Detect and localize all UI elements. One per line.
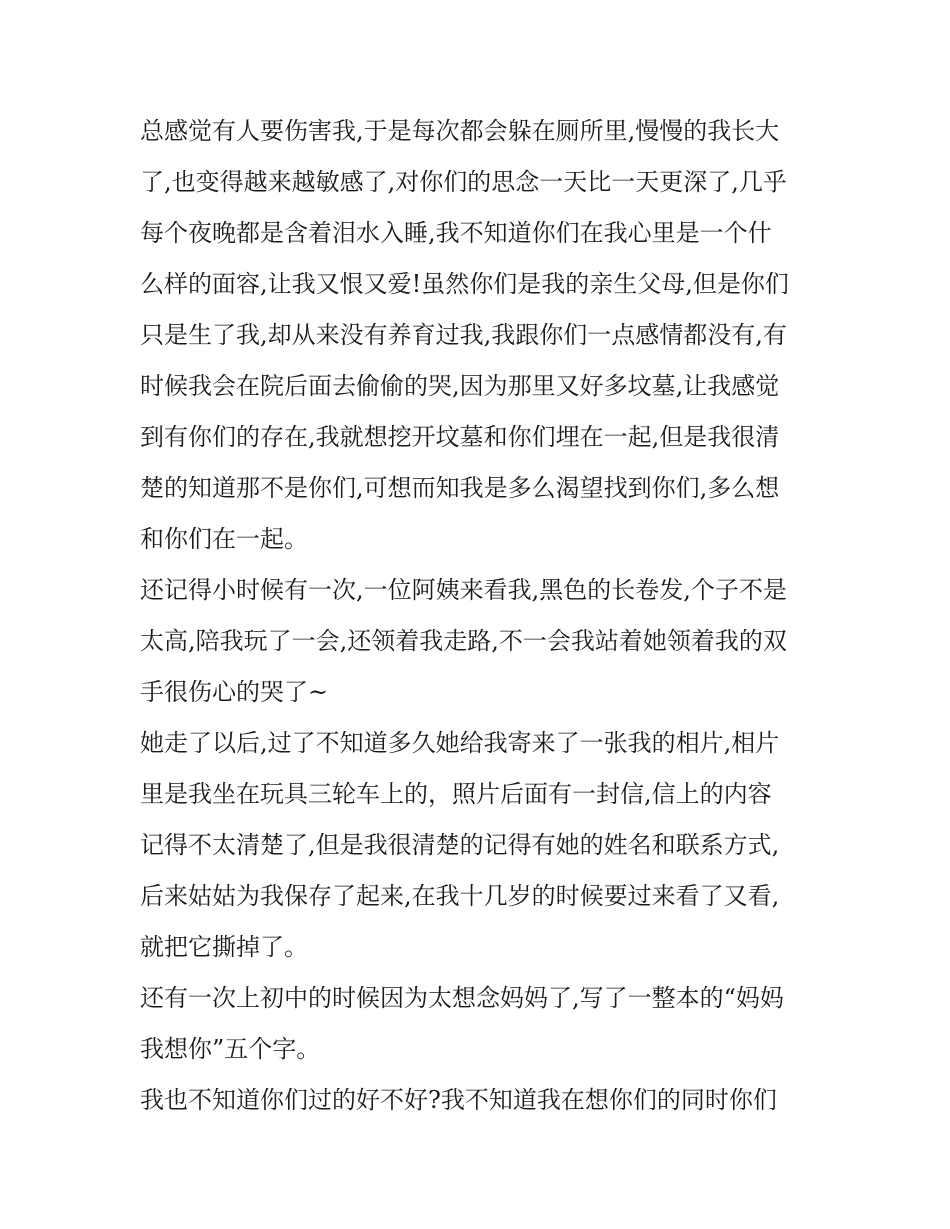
- text-line: 每个夜晚都是含着泪水入睡,我不知道你们在我心里是一个什: [140, 219, 772, 247]
- text-line: 和你们在一起。: [140, 525, 308, 553]
- text-line: 她走了以后,过了不知道多久她给我寄来了一张我的相片,相片: [140, 729, 780, 757]
- text-line: 只是生了我,却从来没有养育过我,我跟你们一点感情都没有,有: [140, 321, 787, 349]
- text-line: 手很伤心的哭了~: [140, 678, 329, 706]
- text-line: 到有你们的存在,我就想挖开坟墓和你们埋在一起,但是我很清: [140, 423, 780, 451]
- document-body: [140, 106, 810, 1126]
- text-line: 还有一次上初中的时候因为太想念妈妈了,写了一整本的“妈妈: [140, 984, 784, 1012]
- text-line: 我也不知道你们过的好不好?我不知道我在想你们的同时你们: [140, 1086, 777, 1114]
- text-line: 时候我会在院后面去偷偷的哭,因为那里又好多坟墓,让我感觉: [140, 372, 780, 400]
- text-line: 就把它撕掉了。: [140, 933, 308, 961]
- text-line: 了,也变得越来越敏感了,对你们的思念一天比一天更深了,几乎: [140, 168, 787, 196]
- text-line: 么样的面容,让我又恨又爱!虽然你们是我的亲生父母,但是你们: [140, 270, 789, 298]
- text-line: 我想你”五个字。: [140, 1035, 321, 1063]
- text-line: 后来姑姑为我保存了起来,在我十几岁的时候要过来看了又看,: [140, 882, 780, 910]
- text-line: 里是我坐在玩具三轮车上的，照片后面有一封信,信上的内容: [140, 780, 772, 808]
- text-line: 还记得小时候有一次,一位阿姨来看我,黑色的长卷发,个子不是: [140, 576, 787, 604]
- text-line: 记得不太清楚了,但是我很清楚的记得有她的姓名和联系方式,: [140, 831, 780, 859]
- text-line: 总感觉有人要伤害我,于是每次都会躲在厕所里,慢慢的我长大: [140, 117, 780, 145]
- text-line: 楚的知道那不是你们,可想而知我是多么渴望找到你们,多么想: [140, 474, 780, 502]
- text-line: 太高,陪我玩了一会,还领着我走路,不一会我站着她领着我的双: [140, 627, 787, 655]
